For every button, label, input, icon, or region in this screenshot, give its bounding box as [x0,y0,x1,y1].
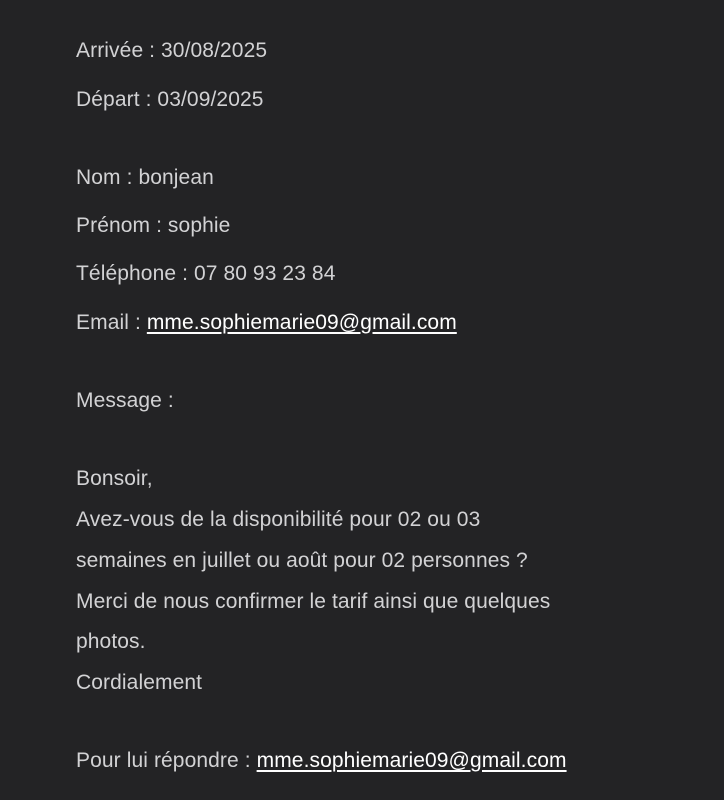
reply-label: Pour lui répondre : [76,749,257,772]
first-name: Prénom : sophie [76,214,231,237]
email-label: Email : [76,311,147,334]
phone-number: Téléphone : 07 80 93 23 84 [76,262,336,285]
email-link[interactable]: mme.sophiemarie09@gmail.com [146,311,457,334]
email-row [76,310,457,336]
message-line: Bonsoir, [76,467,153,490]
message-line: Avez-vous de la disponibilité pour 02 ou 03 [76,508,481,531]
message-label: Message : [76,389,174,412]
message-line: photos. [76,630,146,653]
message-line: Merci de nous confirmer le tarif ainsi que quelques [76,590,551,613]
arrival-date: Arrivée : 30/08/2025 [76,39,268,62]
message-line: semaines en juillet ou août pour 02 personnes ? [76,549,528,572]
departure-date: Départ : 03/09/2025 [76,88,264,111]
reply-row [76,748,567,774]
message-line: Cordialement [76,671,203,694]
reply-email-link[interactable]: mme.sophiemarie09@gmail.com [256,749,567,772]
last-name: Nom : bonjean [76,166,214,189]
